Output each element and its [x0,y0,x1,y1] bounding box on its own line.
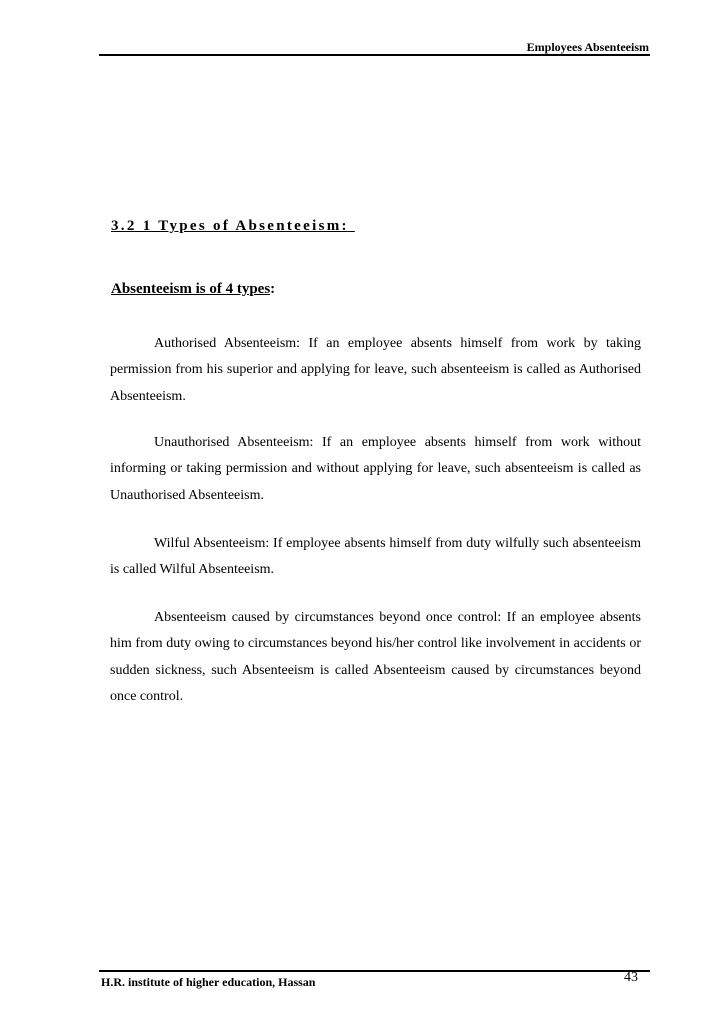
paragraph-wilful-absenteeism: Wilful Absenteeism: If employee absents himself from duty wilfully such absenteeism is called Wilful Absenteeism. [110,536,641,578]
running-header-title: Employees Absenteeism [526,40,649,54]
paragraph-authorised-absenteeism: Authorised Absenteeism: If an employee absents himself from work by taking permission from his superior and applying for leave, such absenteeism is called as Authorised Absenteeism. [110,336,641,404]
paragraph-unauthorised-absenteeism: Unauthorised Absenteeism: If an employee absents himself from work without informing or taking permission and without applying for leave, such absenteeism is called as Unauthorised Absenteeism. [110,435,641,503]
intro-underlined-text: Absenteeism is of 4 types [111,281,271,297]
intro-line [111,281,275,298]
paragraph-circumstantial-absenteeism: Absenteeism caused by circumstances beyond once control: If an employee absents him from duty owing to circumstances beyond his/her control like involvement in accidents or sudden sickness, such Absenteeism is called Absenteeism caused by circumstances beyond once control. [110,610,641,704]
section-heading: 3.2 1 Types of Absenteeism: [111,218,355,234]
footer-divider [99,970,650,972]
footer-institution: H.R. institute of higher education, Hassan [101,975,316,989]
intro-colon: : [270,281,276,297]
page-number: 43 [624,970,638,985]
header-divider [99,54,650,56]
